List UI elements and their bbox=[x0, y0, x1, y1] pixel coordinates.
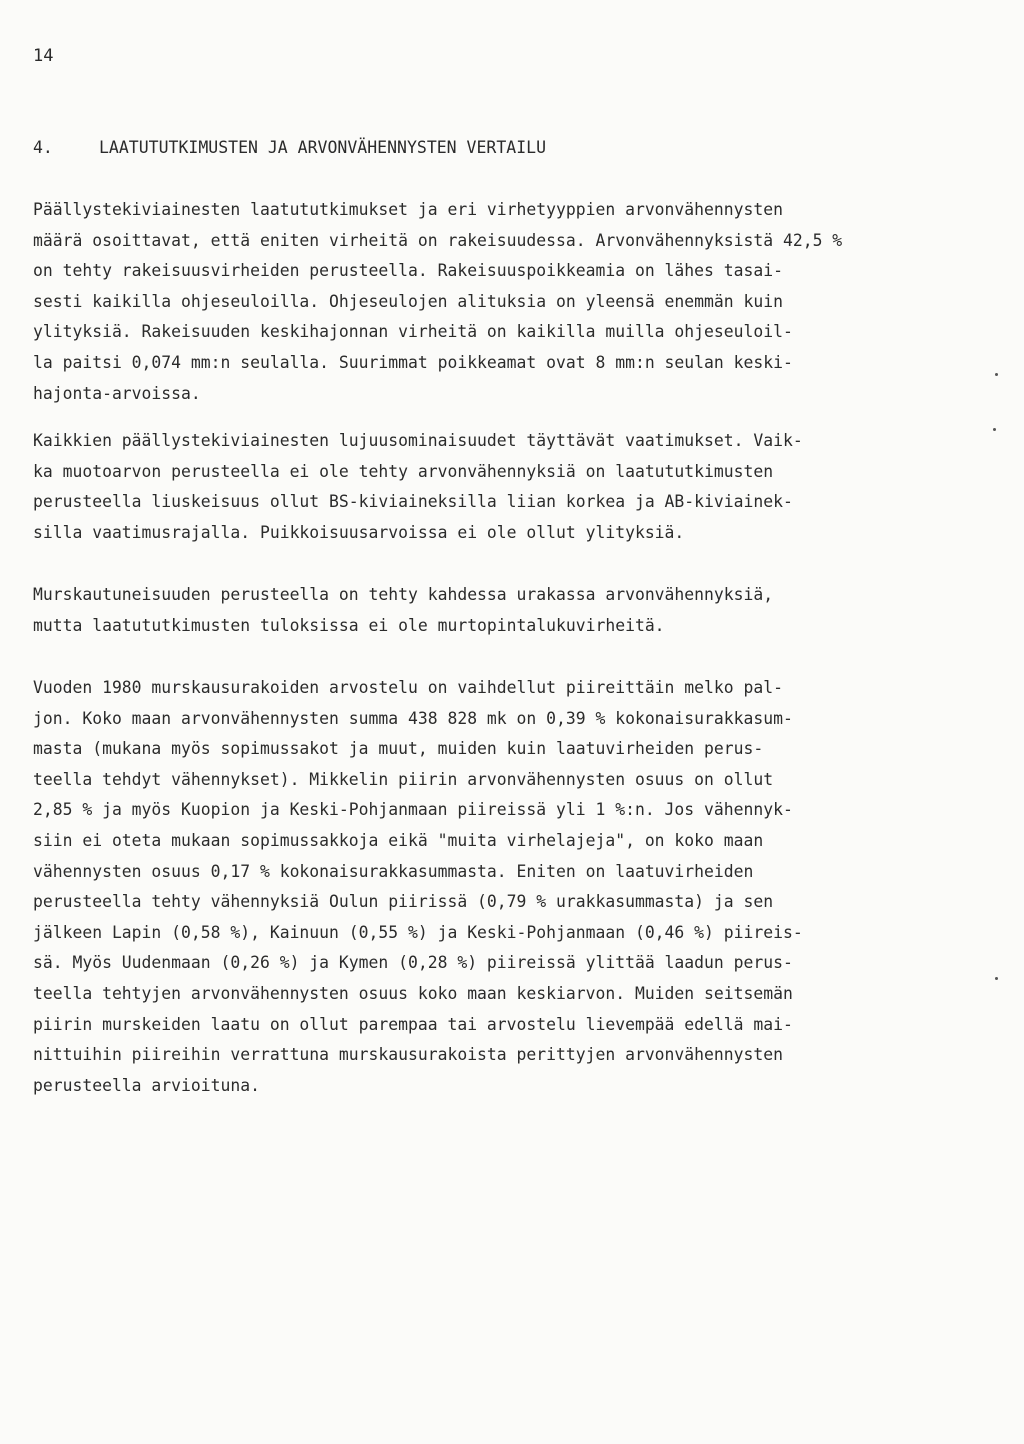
text-line: Murskautuneisuuden perusteella on tehty kahdessa urakassa arvonvähennyksiä, bbox=[33, 585, 774, 604]
text-line: Vuoden 1980 murskausurakoiden arvostelu on vaihdellut piireittäin melko pal- bbox=[33, 678, 783, 697]
text-line: perusteella liuskeisuus ollut BS-kiviaineksilla liian korkea ja AB-kiviainek- bbox=[33, 492, 793, 512]
text-line: Päällystekiviainesten laatututkimukset ja eri virhetyyppien arvonvähennysten bbox=[33, 200, 783, 219]
scan-speck bbox=[993, 428, 996, 431]
section-number: 4. bbox=[33, 138, 53, 157]
text-line: piirin murskeiden laatu on ollut parempaa tai arvostelu lievempää edellä mai- bbox=[33, 1014, 793, 1034]
text-line: silla vaatimusrajalla. Puikkoisuusarvoissa ei ole ollut ylityksiä. bbox=[33, 522, 685, 542]
paragraph-strength-properties bbox=[33, 426, 863, 548]
text-line: sä. Myös Uudenmaan (0,26 %) ja Kymen (0,28 %) piireissä ylittää laadun perus- bbox=[33, 953, 793, 973]
paragraph-grading-deviations bbox=[33, 195, 863, 409]
text-line: Kaikkien päällystekiviainesten lujuusominaisuudet täyttävät vaatimukset. Vaik- bbox=[33, 431, 803, 450]
text-line: ylityksiä. Rakeisuuden keskihajonnan virheitä on kaikilla muilla ohjeseuloil- bbox=[33, 322, 793, 342]
text-line: siin ei oteta mukaan sopimussakkoja eikä "muita virhelajeja", on koko maan bbox=[33, 830, 764, 850]
text-line: on tehty rakeisuusvirheiden perusteella. Rakeisuuspoikkeamia on lähes tasai- bbox=[33, 261, 783, 281]
text-line: mutta laatututkimusten tuloksissa ei ole murtopintalukuvirheitä. bbox=[33, 615, 665, 635]
text-line: perusteella arvioituna. bbox=[33, 1075, 260, 1095]
text-line: vähennysten osuus 0,17 % kokonaisurakkasummasta. Eniten on laatuvirheiden bbox=[33, 861, 754, 881]
text-line: perusteella tehty vähennyksiä Oulun piirissä (0,79 % urakkasummasta) ja sen bbox=[33, 892, 774, 912]
text-line: teella tehtyjen arvonvähennysten osuus koko maan keskiarvon. Muiden seitsemän bbox=[33, 983, 793, 1003]
text-line: määrä osoittavat, että eniten virheitä on rakeisuudessa. Arvonvähennyksistä 42,5 % bbox=[33, 230, 843, 250]
section-heading bbox=[33, 138, 546, 157]
scan-speck bbox=[995, 977, 998, 980]
text-line: 2,85 % ja myös Kuopion ja Keski-Pohjanmaan piireissä yli 1 %:n. Jos vähennyk- bbox=[33, 800, 793, 820]
paragraph-district-evaluation bbox=[33, 673, 863, 1101]
page-number: 14 bbox=[33, 46, 54, 66]
scan-speck bbox=[995, 373, 998, 376]
text-line: sesti kaikilla ohjeseuloilla. Ohjeseulojen alituksia on yleensä enemmän kuin bbox=[33, 291, 783, 311]
text-line: nittuihin piireihin verrattuna murskausurakoista perittyjen arvonvähennysten bbox=[33, 1045, 783, 1065]
paragraph-crushing bbox=[33, 580, 863, 641]
text-line: hajonta-arvoissa. bbox=[33, 383, 201, 403]
section-title: LAATUTUTKIMUSTEN JA ARVONVÄHENNYSTEN VERTAILU bbox=[99, 138, 547, 157]
text-line: ka muotoarvon perusteella ei ole tehty arvonvähennyksiä on laatututkimusten bbox=[33, 461, 774, 481]
text-line: jälkeen Lapin (0,58 %), Kainuun (0,55 %) ja Keski-Pohjanmaan (0,46 %) piireis- bbox=[33, 922, 803, 942]
text-line: teella tehdyt vähennykset). Mikkelin piirin arvonvähennysten osuus on ollut bbox=[33, 769, 774, 789]
text-line: la paitsi 0,074 mm:n seulalla. Suurimmat poikkeamat ovat 8 mm:n seulan keski- bbox=[33, 352, 793, 372]
text-line: masta (mukana myös sopimussakot ja muut, muiden kuin laatuvirheiden perus- bbox=[33, 739, 764, 759]
text-line: jon. Koko maan arvonvähennysten summa 438 828 mk on 0,39 % kokonaisurakkasum- bbox=[33, 708, 793, 728]
